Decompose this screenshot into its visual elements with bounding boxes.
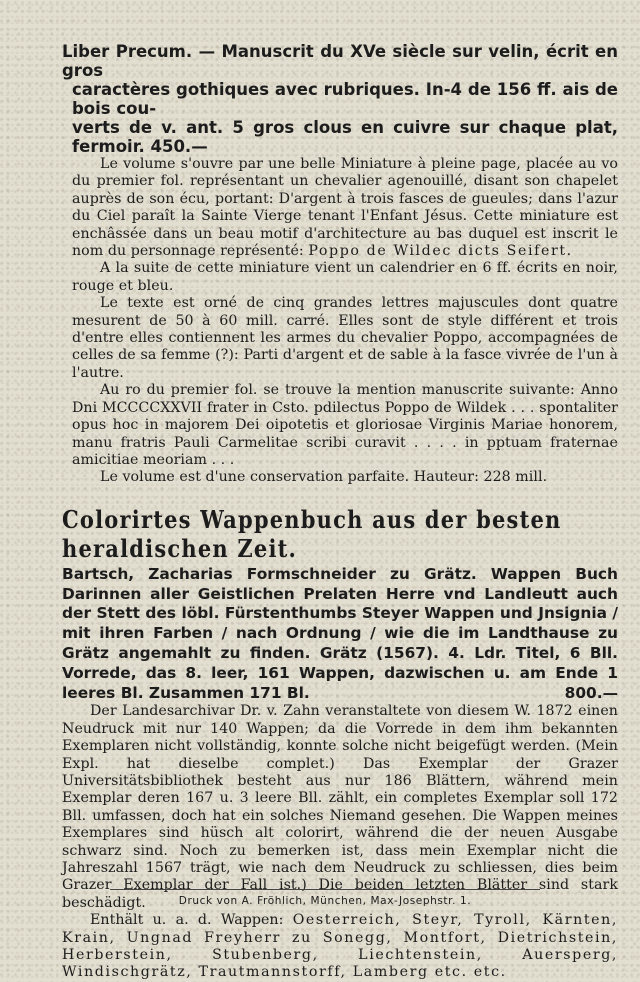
entry-liber-precum (62, 42, 618, 487)
contents-intro: Enthält u. a. d. Wappen: (90, 912, 284, 929)
coat-of-arms-list: Oesterreich, Steyr, Tyroll, Kärnten, Krain, Ungnad Freyherr zu Sonegg, Montfort, Dietrichstein, Herberstein, Stubenberg, Liechtenstein, Auersperg, Windischgrätz, Trautmannstorff, Lamberg etc. etc. (62, 912, 618, 981)
entry-title (62, 42, 618, 156)
description-paragraph (72, 156, 618, 260)
entry-title-line3: verts de v. ant. 5 gros clous en cuivre sur chaque plat, fermoir. 450.— (72, 118, 618, 156)
contents-paragraph (62, 912, 618, 982)
entry-wappenbuch (62, 565, 618, 982)
entry-title-line2: caractères gothiques avec rubriques. In-4 de 156 ff. ais de bois cou- (72, 80, 618, 118)
entry-title-line1: Liber Precum. — Manuscrit du XVe siècle sur velin, écrit en gros (62, 42, 618, 80)
initials-paragraph: Le texte est orné de cinq grandes lettres majuscules dont quatre mesurent de 50 à 60 mill. carré. Elles sont de style différent et trois d'entre elles contiennent les armes du chevalier Poppo, accompagnées de celles de sa femme (?): Parti d'argent et de sable à la fasce vivrée de l'un à l'autre. (72, 295, 618, 381)
page-content (62, 42, 618, 982)
inscription-paragraph: Au ro du premier fol. se trouve la mention manuscrite suivante: Anno Dni MCCCCXXVII frater in Csto. pdilectus Poppo de Wildek . . . spontaliter opus hoc in majorem Dei oipotetis et gloriosae Virginis Mariae honorem, manu fratris Pauli Carmelitae scribi curavit . . . . in pptuam fraternae amicitiae meoriam . . . (72, 382, 618, 468)
price-label: 800.— (564, 683, 618, 702)
description-text: Le volume s'ouvre par une belle Miniature à pleine page, placée au vo du premier fol. représentant un chevalier agenouillé, disant son chapelet auprès de son écu, portant: D'argent à trois fasces de gueules; dans l'azur du Ciel paraît la Sainte Vierge tenant l'Enfant Jésus. Cette miniature est enchâssée dans un beau motif d'architecture au bas duquel est inscrit le nom du personnage représenté: (72, 156, 618, 260)
printer-imprint: Druck von A. Fröhlich, München, Max-Josephstr. 1. (110, 889, 540, 907)
calendar-paragraph: A la suite de cette miniature vient un calendrier en 6 ff. écrits en noir, rouge et bleu. (72, 260, 618, 294)
neudruck-paragraph: Der Landesarchivar Dr. v. Zahn veranstaltete von diesem W. 1872 einen Neudruck mit nur 140 Wappen; da die Vorrede in dem ihm bekannten Exemplaren nicht vollständig, konnte solche nicht beigefügt werden. (Mein Expl. hat dieselbe complet.) Das Exemplar der Grazer Universitätsbibliothek besteht aus nur 186 Blättern, während mein Exemplar deren 167 u. 3 leere Bll. zählt, ein completes Exemplar soll 172 Bll. umfassen, doch hat ein solches Niemand gesehen. Die Wappen meines Exemplares sind hüsch alt colorirt, während die der neuen Ausgabe schwarz sind. Noch zu bemerken ist, dass mein Exemplar nicht die Jahreszahl 1567 trägt, wie nach dem Neudruck zu schliessen, dies beim Grazer Exemplar der Fall ist.) Die beiden letzten Blätter sind stark beschädigt. (62, 703, 618, 911)
knight-name: Poppo de Wildec dicts Seifert. (308, 243, 573, 260)
entry-title-bartsch (62, 565, 618, 704)
condition-paragraph: Le volume est d'une conservation parfaite. Hauteur: 228 mill. (100, 469, 548, 486)
section-heading: Colorirtes Wappenbuch aus der besten heraldischen Zeit. (62, 504, 562, 563)
bartsch-title-text: Bartsch, Zacharias Formschneider zu Grätz. Wappen Buch Darinnen aller Geistlichen Prelaten Herre vnd Landleutt auch der Stett des löbl. Fürstenthumbs Steyer Wappen und Jnsignia / mit ihren Farben / nach Ordnung / wie die im Landthause zu Grätz angemahlt zu finden. Grätz (1567). 4. Ldr. Titel, 6 Bll. Vorrede, das 8. leer, 161 Wappen, dazwischen u. am Ende 1 leeres Bl. Zusammen 171 Bl. (62, 564, 618, 702)
